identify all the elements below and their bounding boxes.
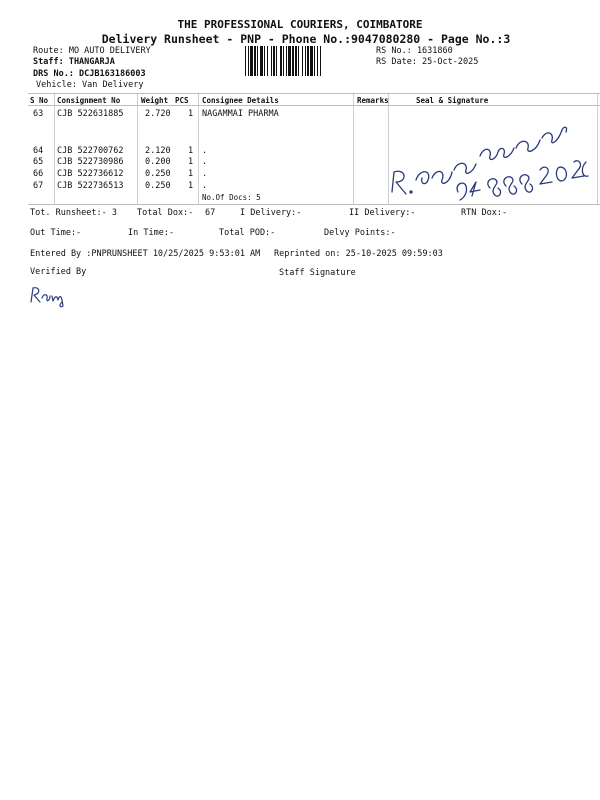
- total-runsheet: Tot. Runsheet:- 3: [30, 208, 117, 218]
- row-consignee: .: [202, 181, 208, 191]
- rs-date: RS Date: 25-Oct-2025: [376, 57, 479, 67]
- total-pod: Total POD:-: [219, 228, 276, 238]
- row-consignee: .: [202, 157, 208, 167]
- delvy-points: Delvy Points:-: [324, 228, 396, 238]
- row-pcs: 1: [188, 146, 194, 156]
- row-pcs: 1: [188, 181, 194, 191]
- in-time: In Time:-: [128, 228, 175, 238]
- rs-number: RS No.: 1631860: [376, 46, 453, 56]
- vehicle-info: Vehicle: Van Delivery: [36, 80, 144, 90]
- row-pcs: 1: [188, 109, 194, 119]
- verifier-initials: [28, 284, 70, 308]
- row-consignment-no: CJB 522631885: [57, 109, 124, 119]
- ii-delivery: II Delivery:-: [349, 208, 416, 218]
- row-consignment-no: CJB 522736612: [57, 169, 124, 179]
- rtn-dox: RTN Dox:-: [461, 208, 508, 218]
- drs-number: DRS No.: DCJB163186003: [33, 69, 146, 79]
- no-of-docs: No.Of Docs: 5: [202, 193, 261, 202]
- col-pcs: PCS: [175, 96, 189, 105]
- col-consignee: Consignee Details: [202, 96, 279, 105]
- row-sno: 64: [33, 146, 44, 156]
- i-delivery: I Delivery:-: [240, 208, 302, 218]
- row-sno: 66: [33, 169, 44, 179]
- route-info: Route: MO AUTO DELIVERY: [33, 46, 151, 56]
- col-remarks: Remarks: [357, 96, 389, 105]
- company-title: THE PROFESSIONAL COURIERS, COIMBATORE: [177, 18, 423, 31]
- entered-by: Entered By :PNPRUNSHEET 10/25/2025 9:53:01 AM: [30, 249, 261, 259]
- total-dox-label: Total Dox:-: [137, 208, 194, 218]
- row-consignment-no: CJB 522700762: [57, 146, 124, 156]
- reprinted-on: Reprinted on: 25-10-2025 09:59:03: [274, 249, 443, 259]
- row-weight: 2.120: [145, 146, 171, 156]
- row-sno: 65: [33, 157, 44, 167]
- row-consignee: NAGAMMAI PHARMA: [202, 109, 279, 119]
- handwritten-signature: [380, 112, 590, 202]
- row-consignment-no: CJB 522730986: [57, 157, 124, 167]
- staff-info: Staff: THANGARJA: [33, 57, 115, 67]
- row-sno: 67: [33, 181, 44, 191]
- row-weight: 0.250: [145, 181, 171, 191]
- col-sno: S No: [30, 96, 49, 105]
- row-consignment-no: CJB 522736513: [57, 181, 124, 191]
- col-consignment: Consignment No: [57, 96, 121, 105]
- row-consignee: .: [202, 146, 208, 156]
- row-pcs: 1: [188, 157, 194, 167]
- staff-signature-label: Staff Signature: [279, 268, 356, 278]
- total-dox-value: 67: [205, 208, 216, 218]
- row-sno: 63: [33, 109, 44, 119]
- row-weight: 0.200: [145, 157, 171, 167]
- row-weight: 2.720: [145, 109, 171, 119]
- col-weight: Weight: [141, 96, 169, 105]
- runsheet-subtitle: Delivery Runsheet - PNP - Phone No.:9047080280 - Page No.:3: [101, 32, 511, 46]
- row-consignee: .: [202, 169, 208, 179]
- out-time: Out Time:-: [30, 228, 82, 238]
- row-weight: 0.250: [145, 169, 171, 179]
- barcode: [244, 46, 370, 76]
- row-pcs: 1: [188, 169, 194, 179]
- verified-by-label: Verified By: [30, 267, 87, 277]
- col-seal-signature: Seal & Signature: [416, 96, 489, 105]
